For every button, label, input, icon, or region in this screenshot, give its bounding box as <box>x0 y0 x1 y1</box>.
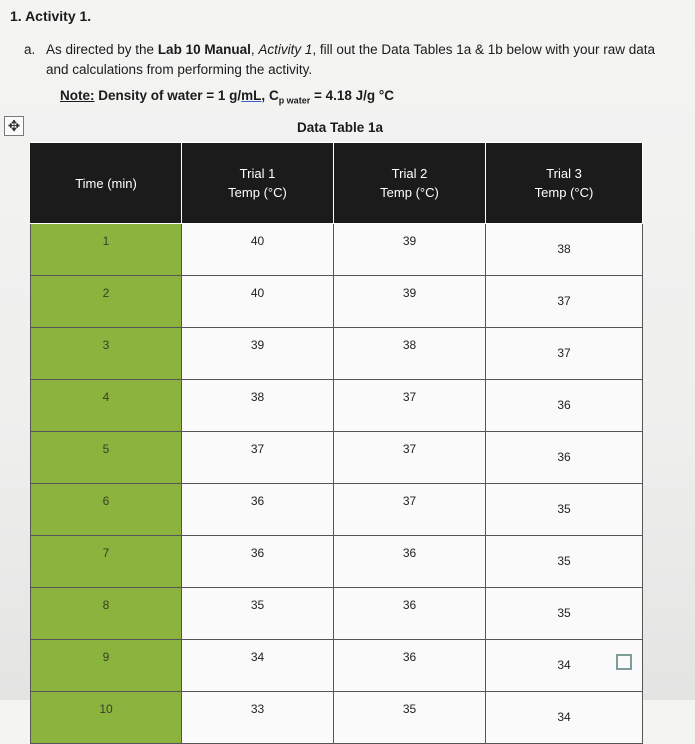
header-trial-2 <box>334 143 486 224</box>
table-row <box>31 380 643 432</box>
cp-subscript: p water <box>278 95 311 106</box>
trial-3-cell[interactable]: 35 <box>486 484 643 536</box>
trial-1-cell[interactable]: 35 <box>182 588 334 640</box>
table-row <box>31 692 643 744</box>
trial-3-cell[interactable]: 35 <box>486 588 643 640</box>
time-cell[interactable]: 8 <box>31 588 182 640</box>
trial-3-cell[interactable]: 38 <box>486 224 643 276</box>
time-cell[interactable]: 4 <box>31 380 182 432</box>
cp-symbol: C <box>268 88 279 103</box>
time-cell[interactable]: 10 <box>31 692 182 744</box>
table-row <box>31 588 643 640</box>
note-label: Note: <box>60 88 95 103</box>
header-trial-2-name: Trial 2 <box>391 166 428 181</box>
data-table-1a <box>30 142 643 744</box>
activity-reference: Activity 1 <box>258 42 313 57</box>
time-cell[interactable]: 1 <box>31 224 182 276</box>
header-trial-2-unit: Temp (°C) <box>380 185 439 200</box>
trial-2-cell[interactable]: 38 <box>334 328 486 380</box>
trial-2-cell[interactable]: 37 <box>334 484 486 536</box>
trial-2-cell[interactable]: 37 <box>334 432 486 484</box>
activity-heading <box>10 8 91 24</box>
time-cell[interactable]: 5 <box>31 432 182 484</box>
trial-3-cell[interactable]: 37 <box>486 276 643 328</box>
header-trial-1-unit: Temp (°C) <box>228 185 287 200</box>
table-row <box>31 484 643 536</box>
header-trial-3-name: Trial 3 <box>546 166 582 181</box>
density-unit: mL <box>241 88 262 103</box>
trial-3-cell[interactable]: 37 <box>486 328 643 380</box>
table-caption: Data Table 1a <box>296 120 384 135</box>
instruction-part: , fill out the Data Tables 1a & 1b below with your raw data and calculations from performing the activity. <box>46 42 656 77</box>
trial-1-cell[interactable]: 38 <box>182 380 334 432</box>
table-row <box>31 276 643 328</box>
instruction-text <box>46 40 676 80</box>
table-resize-handle[interactable] <box>616 654 632 670</box>
cp-value: = 4.18 J/g °C <box>310 88 395 103</box>
trial-2-cell[interactable]: 39 <box>334 276 486 328</box>
trial-3-cell[interactable]: 34 <box>486 692 643 744</box>
table-row <box>31 328 643 380</box>
table-row <box>31 432 643 484</box>
density-text: Density of water = 1 g/ <box>94 88 242 103</box>
instruction-part: , <box>250 42 259 57</box>
table-row <box>31 224 643 276</box>
time-cell[interactable]: 3 <box>31 328 182 380</box>
header-trial-3-unit: Temp (°C) <box>534 185 594 200</box>
time-cell[interactable]: 2 <box>31 276 182 328</box>
trial-1-cell[interactable]: 36 <box>182 536 334 588</box>
time-cell[interactable]: 9 <box>31 640 182 692</box>
header-time-label: Time (min) <box>75 175 137 191</box>
item-marker: a. <box>24 42 36 57</box>
trial-1-cell[interactable]: 33 <box>182 692 334 744</box>
trial-2-cell[interactable]: 35 <box>334 692 486 744</box>
lab-manual-reference: Lab 10 Manual <box>157 42 251 57</box>
section-number: 1. <box>10 8 22 24</box>
header-trial-3 <box>486 143 643 224</box>
instruction-part: As directed by the <box>46 42 158 57</box>
time-cell[interactable]: 7 <box>31 536 182 588</box>
trial-2-cell[interactable]: 36 <box>334 640 486 692</box>
header-trial-1-name: Trial 1 <box>239 166 276 181</box>
four-way-move-icon[interactable]: ✥ <box>4 116 24 136</box>
table-row <box>31 536 643 588</box>
table-header-row <box>31 143 643 224</box>
trial-2-cell[interactable]: 39 <box>334 224 486 276</box>
note-separator: , <box>261 88 269 103</box>
section-title: Activity 1. <box>25 8 92 24</box>
header-trial-1 <box>182 143 334 224</box>
trial-2-cell[interactable]: 37 <box>334 380 486 432</box>
trial-3-cell[interactable]: 36 <box>486 380 643 432</box>
time-cell[interactable]: 6 <box>31 484 182 536</box>
trial-2-cell[interactable]: 36 <box>334 588 486 640</box>
table-row <box>31 640 643 692</box>
trial-1-cell[interactable]: 39 <box>182 328 334 380</box>
trial-1-cell[interactable]: 40 <box>182 276 334 328</box>
trial-3-cell[interactable]: 34 <box>486 640 643 692</box>
trial-1-cell[interactable]: 40 <box>182 224 334 276</box>
trial-1-cell[interactable]: 37 <box>182 432 334 484</box>
trial-1-cell[interactable]: 34 <box>182 640 334 692</box>
water-constants-note <box>60 88 394 106</box>
trial-3-cell[interactable]: 36 <box>486 432 643 484</box>
trial-2-cell[interactable]: 36 <box>334 536 486 588</box>
trial-3-cell[interactable]: 35 <box>486 536 643 588</box>
header-time <box>31 143 182 224</box>
trial-1-cell[interactable]: 36 <box>182 484 334 536</box>
